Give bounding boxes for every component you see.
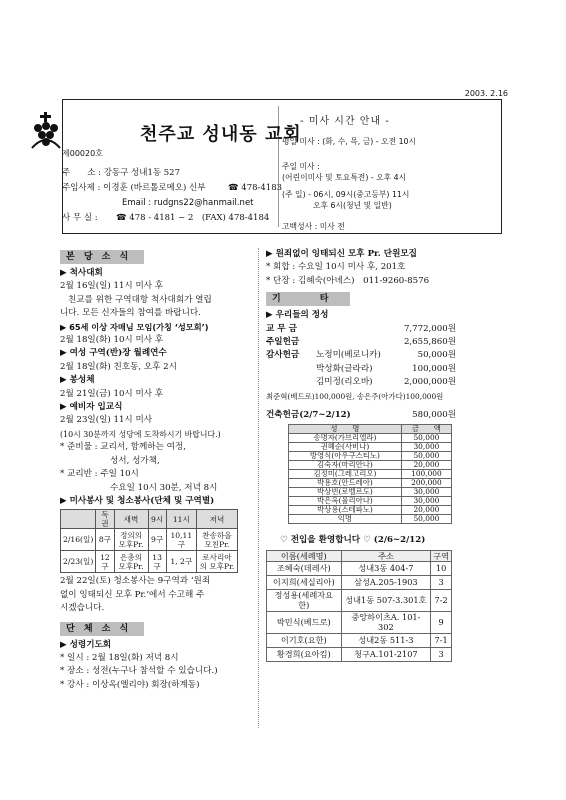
table-cell: 은총의 모후Pr. [114,551,148,573]
mass-sun-1: (주 일) - 06시, 09시(중고등부) 11시 [282,190,410,199]
table-row: 김숙자(마리안나) 20,000 [289,461,452,470]
item-title: ▶ 원죄없이 잉태되신 모후 Pr. 단원모집 [266,249,417,259]
building-fund: 건축헌금(2/7~2/12) 580,000원 [266,410,456,421]
table-cell: 12구 [96,551,114,573]
table-cell: 로사리아의 모후Pr. [196,551,237,573]
item-text: 2월 18일(화) 10시 미사 후 [60,335,164,346]
item-text: * 준비물 : 교리서, 함께하는 여정, [60,442,186,453]
address: 주 소 : 강동구 성내1동 527 [62,168,180,178]
table-row: 송명자(가브리엘라) 50,000 [289,434,452,443]
table-cell: 9구 [148,529,166,551]
item-title: ▶ 척사대회 [60,268,103,278]
item-title: ▶ 65세 이상 자매님 모임(가칭 ‘성모회’) [60,321,209,332]
item-text: * 회합 : 수요일 10시 미사 후, 201호 [266,262,406,273]
table-header: 주소 [341,550,431,561]
item-text: 없이 잉태되신 모후 Pr.’에서 수고해 주 [60,589,205,600]
item-title: ▶ 성령기도회 [60,639,112,650]
item-title: ▶ 우리들의 정성 [266,310,329,321]
table-row [61,551,238,573]
table-row: 박민식(베드로) 중앙하이츠A. 101-302 9 [267,611,452,633]
mass-confession: 고백성사 : 미사 전 [282,222,345,231]
table-row: 박은옥(율리아나) 30,000 [289,497,452,506]
table-row: 익명 50,000 [289,515,452,524]
left-column [60,250,256,692]
fin-row: 교 무 금 7,772,000원 [266,323,456,334]
table-cell: 13구 [148,551,166,573]
item-text: 2월 16일(일) 11시 미사 후 [60,281,164,292]
thanks-extra: 최준혁(베드로)100,000원, 송은주(아가다)100,000원 [266,391,444,401]
pastor: 주임사제 : 이경훈 (바르톨로메오) 신부 [62,183,206,193]
item-text: * 일시 : 2월 18일(화) 저녁 8시 [60,652,179,663]
service-table [60,509,238,573]
section-parish-news: 본 당 소 식 [60,250,144,264]
fin-row: 주일헌금 2,655,860원 [266,337,456,348]
mass-sun-2: 오후 6시(청년 및 일반) [313,201,392,210]
item-text: * 강사 : 이상옥(엘리야) 회장(하계동) [60,679,200,690]
office-phone: ☎ 478 - 4181 ~ 2 (FAX) 478-4184 [116,213,270,223]
table-row: 박용호(안드레아) 200,000 [289,479,452,488]
church-title: 천주교 성내동 교회 [140,124,302,145]
table-row: 박상용(스테파노) 20,000 [289,506,452,515]
item-text: * 단장 : 김혜숙(아녜스) 011-9260-8576 [266,275,430,286]
item-text: 니다. 모든 신자들의 참여를 바랍니다. [60,308,201,319]
church-logo-icon [28,112,64,150]
table-header: 금 액 [401,425,451,434]
thanks-row: 감사헌금 노정미(베로니카) 50,000원 [266,350,456,361]
right-column [266,248,456,662]
table-header: 구역 [431,550,452,561]
mass-title: - 미사 시간 안내 - [300,116,390,127]
table-cell: 찬송하올 모친Pr. [196,529,237,551]
issue-number: 제00020호 [62,149,103,158]
table-row: 황경희(요아킴) 청구A.101-2107 3 [267,647,452,661]
table-cell: 8구 [96,529,114,551]
pastor-phone: ☎ 478-4183 [228,183,283,193]
item-title: ▶ 봉성체 [60,375,95,386]
welcome-title: ♡ 전입을 환영합니다 ♡ (2/6~2/12) [280,535,426,546]
item-text: 시겠습니다. [60,603,105,614]
table-row: 이기호(요한) 성내2동 511-3 7-1 [267,633,452,647]
table-cell: 2/16(일) [61,529,96,551]
office-label: 사 무 실 : [62,213,98,223]
item-text: 2월 18일(화) 친호동, 오후 2시 [60,361,177,372]
item-text: (10시 30분까지 성당에 도착하시기 바랍니다.) [60,429,221,439]
table-header: 11시 [166,510,196,529]
table-cell: 1, 2구 [166,551,196,573]
table-cell: 정의의 모후Pr. [114,529,148,551]
item-text: * 교리반 : 주일 10시 [60,469,139,480]
table-row: 조혜숙(데레사) 성내3동 404-7 10 [267,561,452,575]
mass-sat-label: 주일 미사 : [282,162,320,171]
bulletin-date: 2003. 2.16 [464,89,508,98]
table-header: 새벽 [114,510,148,529]
table-header: 이름(세례명) [267,550,342,561]
table-header: 9시 [148,510,166,529]
table-cell: 2/23(일) [61,551,96,573]
mass-sat-detail: (어린이미사 및 토요특전) - 오후 4시 [282,173,407,182]
table-row: 박상빈(로벨르도) 30,000 [289,488,452,497]
email[interactable]: Email : rudgns22@hanmail.net [122,198,254,208]
section-group-news: 단 체 소 식 [60,622,144,636]
item-text: 수요일 10시 30분, 저녁 8시 [110,482,218,493]
section-etc: 기 타 [266,292,350,306]
mass-weekday: 평일 미사 : (화, 수, 목, 금) - 오전 10시 [282,137,417,146]
building-fund-table [288,424,452,524]
welcome-table [266,550,452,662]
item-text: 2월 21일(금) 10시 미사 후 [60,388,164,399]
table-row [61,529,238,551]
table-header: 저녁 [196,510,237,529]
item-title: ▶ 예비자 입교식 [60,402,123,413]
table-header: 독권 [96,510,114,529]
thanks-row: 박성화(글라라) 100,000원 [316,363,456,374]
item-title: ▶ 미사봉사 및 청소봉사(단체 및 구역별) [60,495,215,506]
table-row: 방영식(아우구스티노) 50,000 [289,452,452,461]
table-row: 김정미(그레고리오) 100,000 [289,470,452,479]
table-cell: 10,11구 [166,529,196,551]
item-text: 성서, 성가책, [110,455,160,466]
table-row: 이지희(세실리아) 삼성A.205-1903 3 [267,575,452,589]
table-header: 성 명 [289,425,402,434]
item-text: * 장소 : 성전(누구나 참석할 수 있습니다.) [60,666,218,677]
item-text: 2월 23일(일) 11시 미사 [60,415,153,426]
thanks-row: 김미정(리오바) 2,000,000원 [316,377,456,388]
item-title: ▶ 여성 구역(반)장 월례연수 [60,348,167,359]
table-row: 정성용(세례자요한) 성내1동 507-3.301호 7-2 [267,589,452,611]
table-header [61,510,96,529]
item-text: 2월 22일(토) 청소봉사는 9구역과 ‘원죄 [60,576,211,587]
table-row: 권혜순(사비나) 30,000 [289,443,452,452]
item-text: 친교를 위한 구역대항 척사대회가 열립 [68,294,212,305]
